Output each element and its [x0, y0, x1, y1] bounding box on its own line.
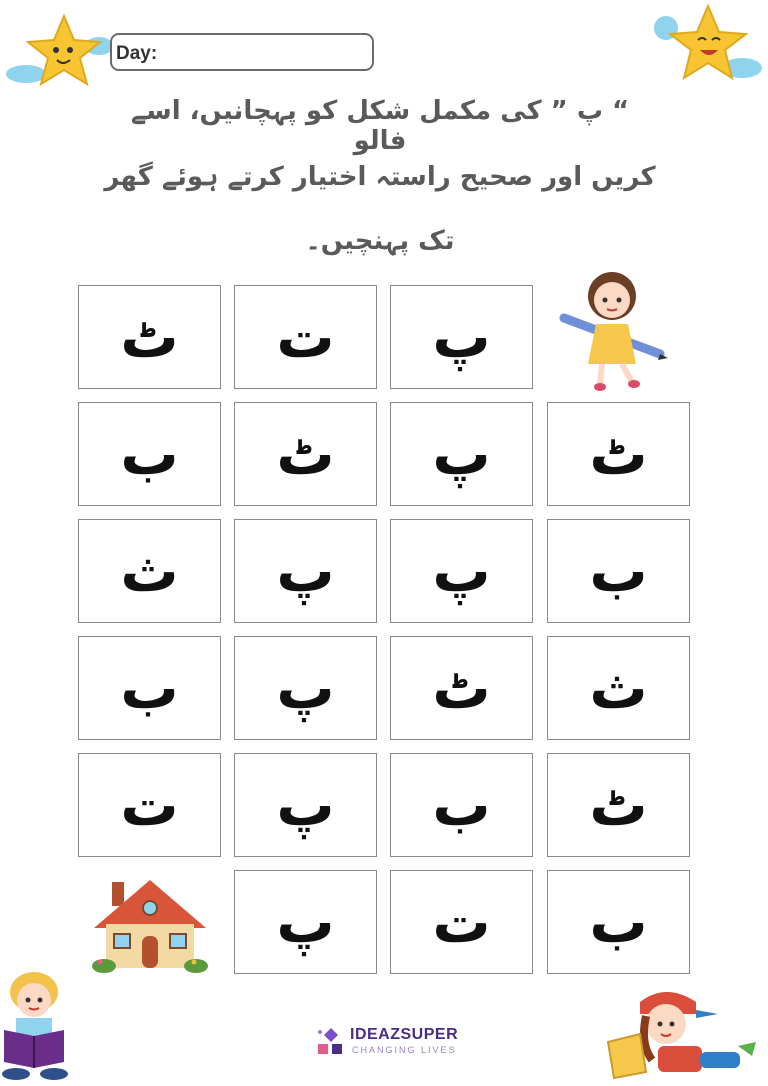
maze-cell[interactable]: پ — [390, 519, 533, 623]
maze-cell[interactable]: ب — [78, 636, 221, 740]
maze-cell[interactable]: ب — [78, 402, 221, 506]
maze-cell[interactable]: پ — [234, 753, 377, 857]
girl-with-pencil-icon — [556, 266, 668, 392]
maze-cell[interactable]: پ — [234, 519, 377, 623]
instruction-line-1: “ پ ” کی مکمل شکل کو پہچانیں، اسے فالو — [130, 96, 630, 156]
house-icon — [90, 872, 210, 974]
maze-cell[interactable]: ٹ — [234, 402, 377, 506]
instruction-line-3: تک پہنچیں۔ — [305, 226, 455, 256]
maze-cell[interactable]: ت — [234, 285, 377, 389]
maze-cell[interactable]: ث — [78, 519, 221, 623]
ideazsuper-logo — [316, 1024, 486, 1060]
maze-cell[interactable]: ٹ — [547, 753, 690, 857]
logo-name: IDEAZSUPER — [350, 1026, 459, 1043]
maze-cell[interactable]: ٹ — [390, 636, 533, 740]
maze-cell[interactable]: ٹ — [78, 285, 221, 389]
maze-cell[interactable]: ت — [78, 753, 221, 857]
maze-cell[interactable]: ب — [547, 519, 690, 623]
logo-mark-icon — [316, 1026, 346, 1056]
star-left-icon — [4, 12, 114, 92]
day-label: Day: — [116, 43, 158, 64]
maze-cell[interactable]: ب — [390, 753, 533, 857]
day-field[interactable] — [110, 33, 374, 71]
maze-cell[interactable]: ٹ — [547, 402, 690, 506]
maze-cell[interactable]: پ — [234, 636, 377, 740]
maze-cell[interactable]: ث — [547, 636, 690, 740]
girl-reading-icon — [600, 984, 760, 1082]
maze-cell-start[interactable]: پ — [390, 285, 533, 389]
logo-tagline: CHANGING LIVES — [352, 1045, 457, 1055]
maze-cell[interactable]: ت — [390, 870, 533, 974]
maze-cell[interactable]: پ — [234, 870, 377, 974]
star-right-icon — [652, 2, 764, 84]
instruction-line-2: کریں اور صحیح راستہ اختیار کرتے ہوئے گھر — [104, 162, 656, 192]
maze-cell[interactable]: پ — [390, 402, 533, 506]
maze-cell[interactable]: ب — [547, 870, 690, 974]
boy-reading-icon — [0, 970, 72, 1082]
